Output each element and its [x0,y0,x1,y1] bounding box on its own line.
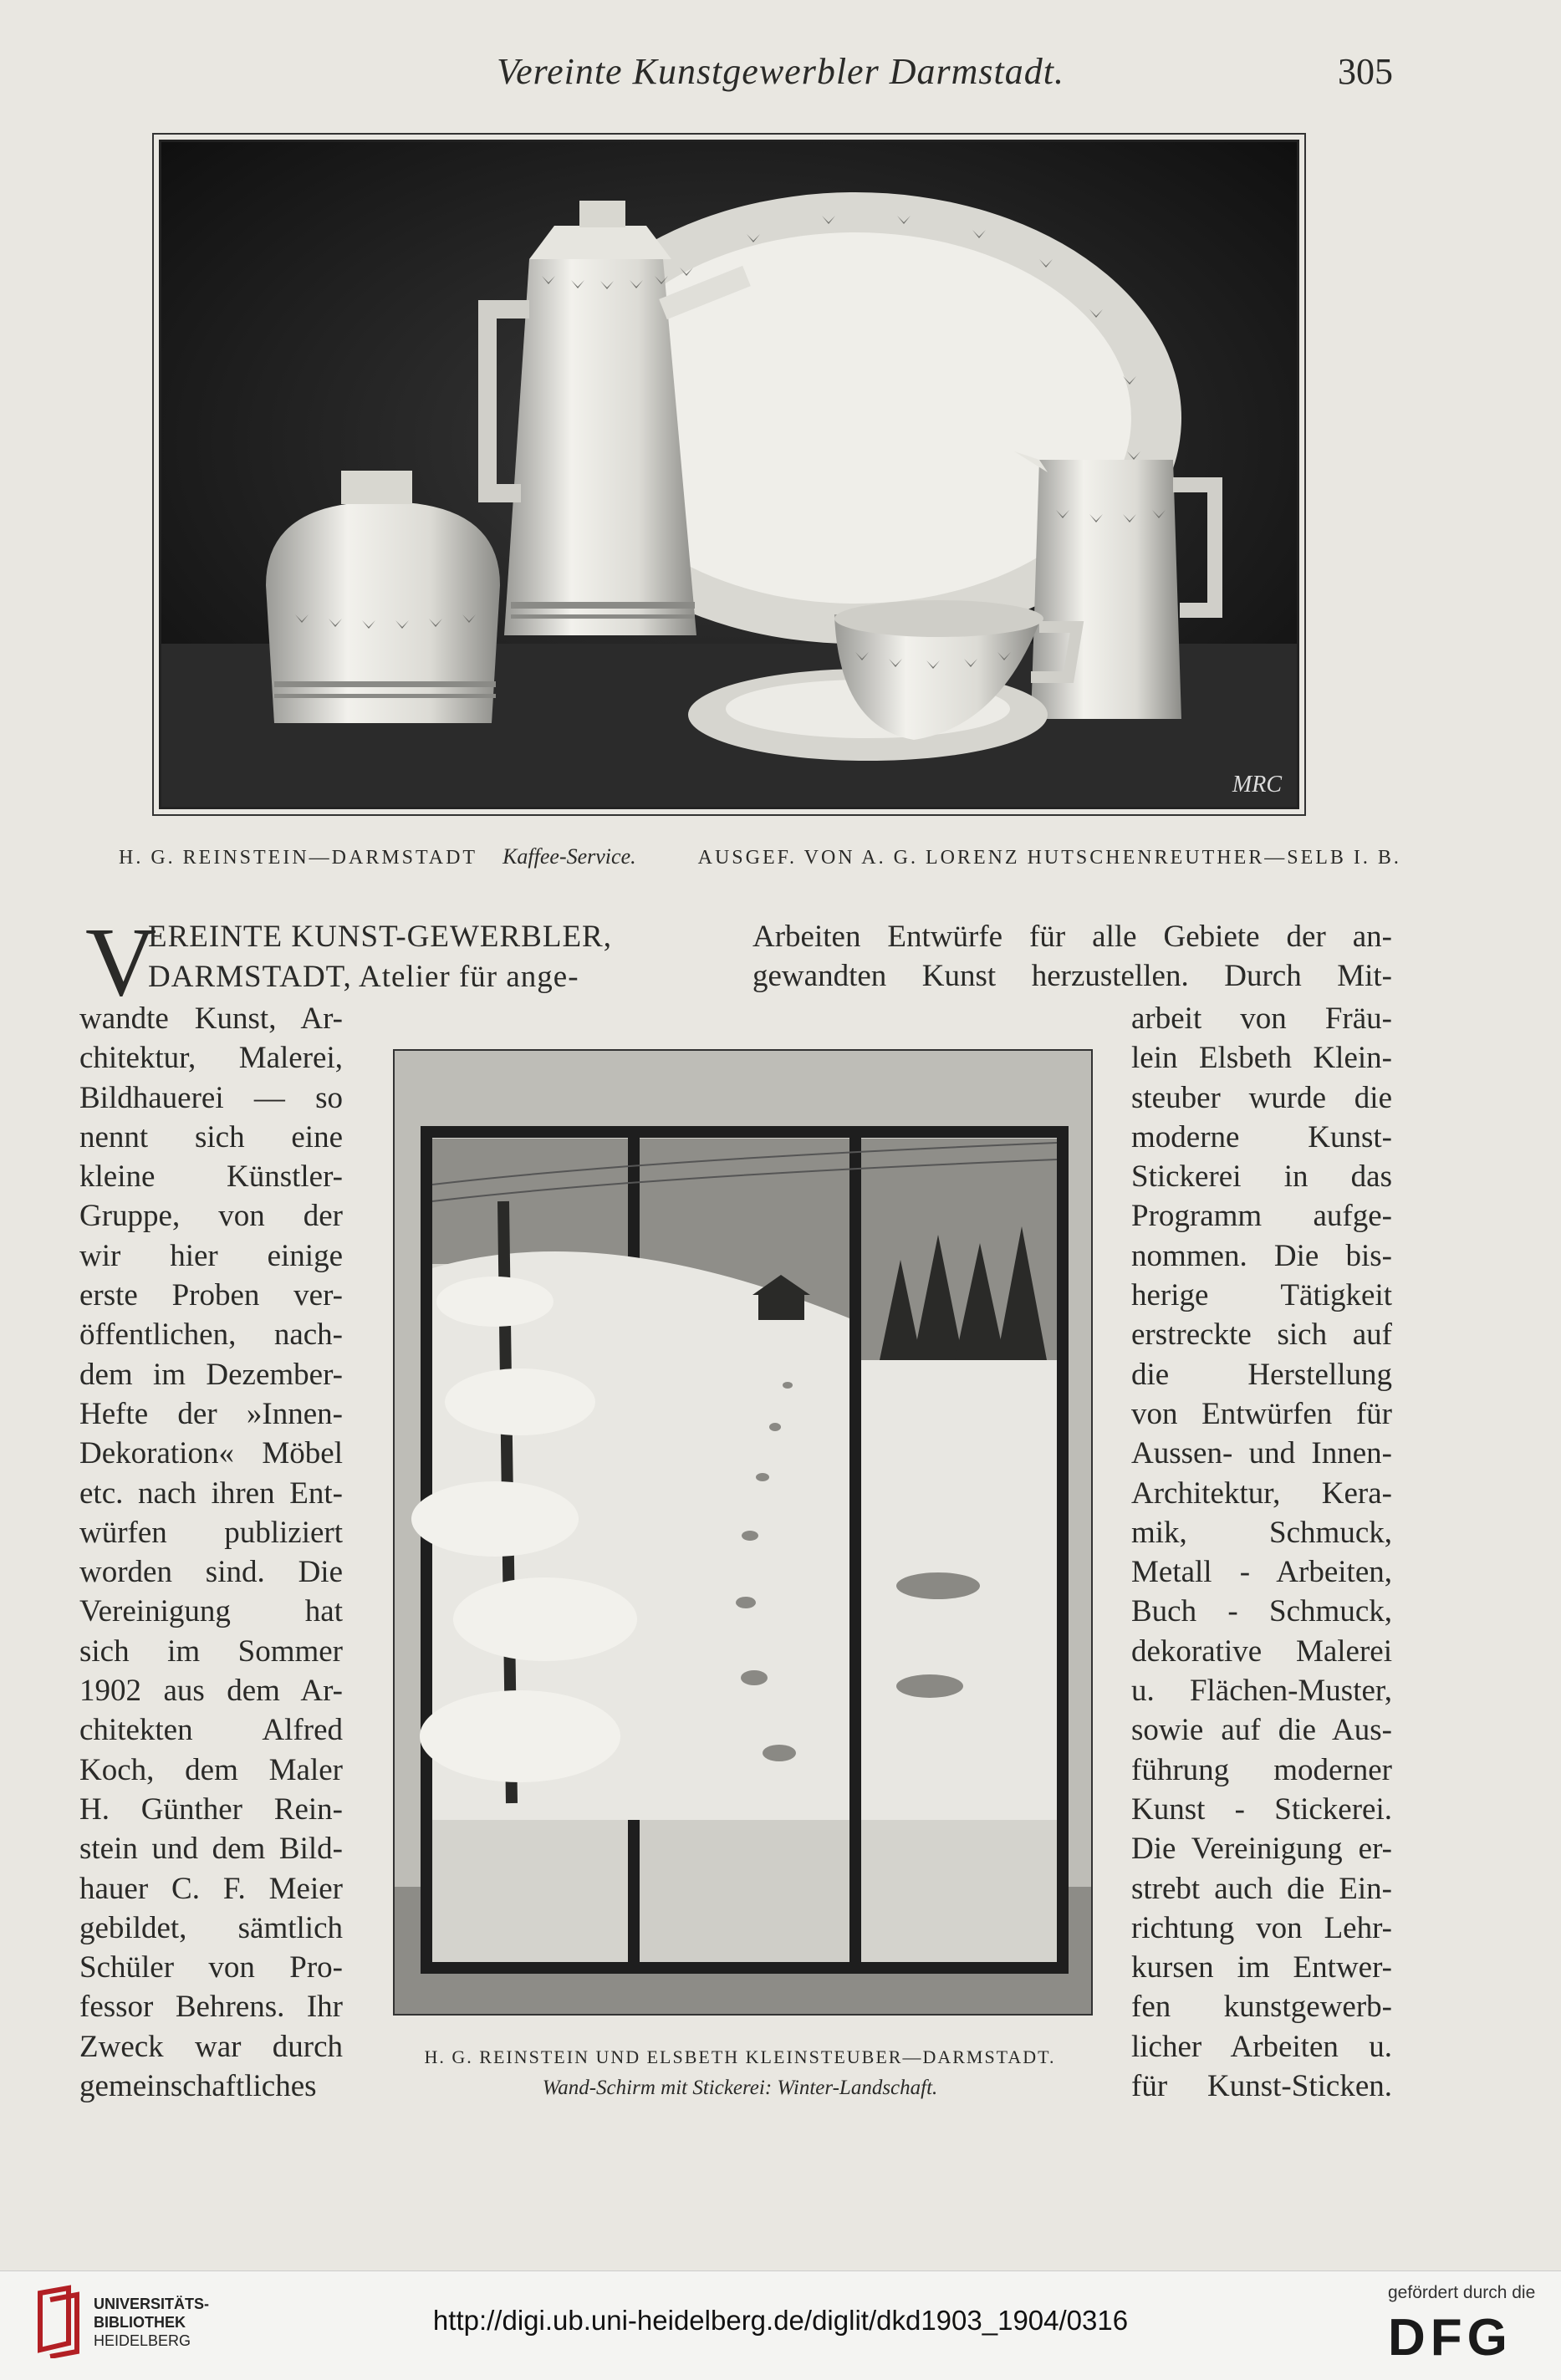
text-line: von Entwürfen für [1131,1396,1392,1431]
running-title: Vereinte Kunstgewerbler Darmstadt. [497,51,1064,92]
text-line: Gruppe, von der [79,1199,343,1234]
text-line: für Kunst-Sticken. [1131,2069,1392,2104]
source-url-link[interactable]: http://digi.ub.uni-heidelberg.de/diglit/dkd1903_1904/0316 [432,2305,1129,2336]
text-line: Programm aufge- [1131,1199,1392,1234]
winter-landscape-screen-illustration [395,1051,1091,2014]
text-line: würfen publiziert [79,1515,343,1550]
screen-photo [393,1049,1093,2016]
text-line: erstreckte sich auf [1131,1317,1392,1353]
text-line: sich im Sommer [79,1633,343,1669]
figure1-caption [119,844,1401,869]
text-line: stein und dem Bild- [79,1832,343,1867]
coffee-service-illustration [161,142,1297,807]
text-line: Metall - Arbeiten, [1131,1555,1392,1590]
text-line: licher Arbeiten u. [1131,2029,1392,2064]
text-line: Architektur, Kera- [1131,1475,1392,1511]
text-line: Die Vereinigung er- [1131,1832,1392,1867]
caption-title: Kaffee-Service. [502,844,636,869]
text-line: führung moderner [1131,1752,1392,1787]
text-line: u. Flächen-Muster, [1131,1674,1392,1709]
text-line: Koch, dem Maler [79,1752,343,1787]
text-line: Bildhauerei — so [79,1080,343,1115]
text-line: wandte Kunst, Ar- [79,1001,343,1036]
text-line: öffentlichen, nach- [79,1317,343,1353]
text-line: Vereinigung hat [79,1594,343,1629]
figure2-caption [368,2046,1112,2100]
text-line: nennt sich eine [79,1119,343,1154]
text-line: dem im Dezember- [79,1357,343,1392]
right-column-text [1131,999,1392,2106]
text-line: herige Tätigkeit [1131,1278,1392,1313]
text-line: hauer C. F. Meier [79,1871,343,1906]
text-line: Kunst - Stickerei. [1131,1791,1392,1827]
text-line: gemeinschaftliches [79,2069,317,2104]
photo-monogram: MRC [1232,772,1282,798]
text-line: nommen. Die bis- [1131,1238,1392,1273]
text-line: Schüler von Pro- [79,1950,343,1985]
left-column-text [79,999,343,2106]
text-line: Hefte der »Innen- [79,1396,343,1431]
text-line: 1902 aus dem Ar- [79,1674,343,1709]
article-dropcap: V [85,907,157,1017]
text-line: H. Günther Rein- [79,1791,343,1827]
caption-designer: H. G. REINSTEIN—DARMSTADT [119,847,478,869]
text-line: Dekoration« Möbel [79,1436,343,1471]
article-head-line2: DARMSTADT, Atelier für ange- [148,960,579,994]
text-line: arbeit von Fräu- [1131,1001,1392,1036]
text-line: gebildet, sämtlich [79,1910,343,1945]
text-line: erste Proben ver- [79,1278,343,1313]
text-line: chitekten Alfred [79,1713,343,1748]
text-line: fen kunstgewerb- [1131,1990,1392,2025]
text-line: fessor Behrens. Ihr [79,1990,343,2025]
text-line: etc. nach ihren Ent- [79,1475,343,1511]
text-line: wir hier einige [79,1238,343,1273]
right-column-top: Arbeiten Entwürfe für alle Gebiete der an- gewandten Kunst herzustellen. Durch Mit- [752,920,1392,994]
text-line: lein Elsbeth Klein- [1131,1041,1392,1076]
text-line: strebt auch die Ein- [1131,1871,1392,1906]
text-line: Zweck war durch [79,2029,343,2064]
text-line: dekorative Malerei [1131,1633,1392,1669]
coffee-service-photo [159,140,1299,809]
text-line: sowie auf die Aus- [1131,1713,1392,1748]
text-line: Aussen- und Innen- [1131,1436,1392,1471]
text-line: mik, Schmuck, [1131,1515,1392,1550]
text-line: Buch - Schmuck, [1131,1594,1392,1629]
text-line: kleine Künstler- [79,1159,343,1195]
text-line: moderne Kunst- [1131,1119,1392,1154]
text-line: worden sind. Die [79,1555,343,1590]
page-number: 305 [1338,51,1393,92]
text-line: chitektur, Malerei, [79,1041,343,1076]
caption-screen-title: Wand-Schirm mit Stickerei: Winter-Landschaft. [542,2077,938,2099]
sponsor-label: gefördert durch die [1388,2283,1536,2302]
text-line: kursen im Entwer- [1131,1950,1392,1985]
caption-designers: H. G. REINSTEIN UND ELSBETH KLEINSTEUBER—DARMSTADT. [424,2046,1056,2067]
text-line: die Herstellung [1131,1357,1392,1392]
dfg-logo: DFG [1388,2309,1513,2367]
footer-bar [0,2270,1561,2380]
article-head-line1: EREINTE KUNST-GEWERBLER, [148,920,612,954]
text-line: Stickerei in das [1131,1159,1392,1195]
caption-manufacturer: AUSGEF. VON A. G. LORENZ HUTSCHENREUTHER—SELB I. B. [697,847,1401,869]
text-line: richtung von Lehr- [1131,1910,1392,1945]
library-name-line2: BIBLIOTHEK [94,2314,186,2331]
library-name-line3: HEIDELBERG [94,2332,191,2349]
library-name-line1: UNIVERSITÄTS- [94,2296,210,2312]
text-line: steuber wurde die [1131,1080,1392,1115]
